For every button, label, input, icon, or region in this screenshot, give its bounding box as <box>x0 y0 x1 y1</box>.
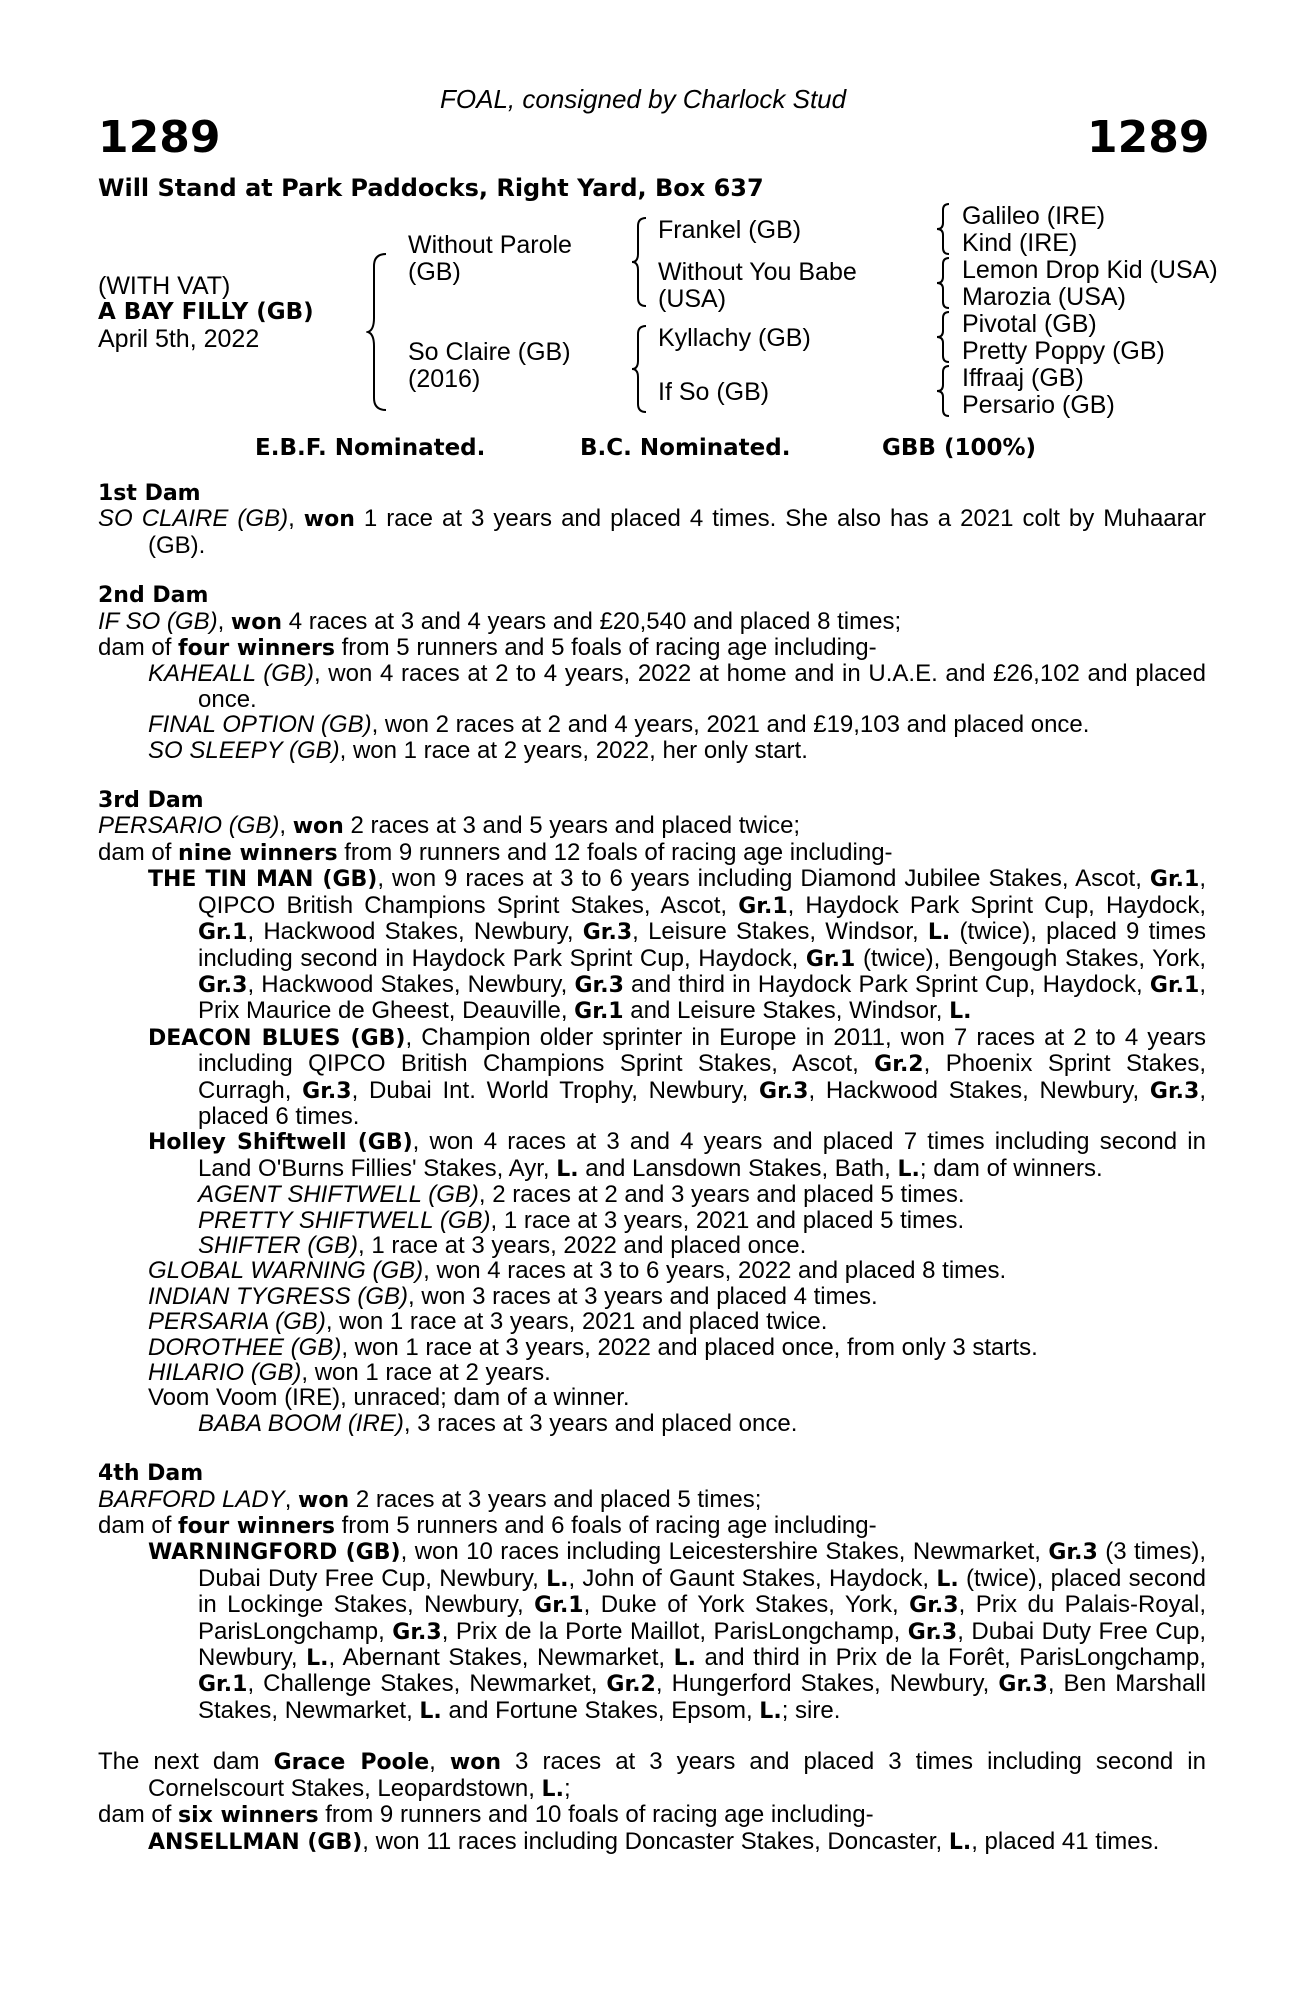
produce-sub-entry: SHIFTER (GB), 1 race at 3 years, 2022 and placed once. <box>198 1231 807 1259</box>
bc-nomination: B.C. Nominated. <box>580 435 791 461</box>
pedigree-brace-main <box>366 252 390 412</box>
gg-5: Pivotal (GB) <box>962 310 1097 338</box>
produce-entry: Voom Voom (IRE), unraced; dam of a winner. <box>148 1384 630 1412</box>
produce-entry: HILARIO (GB), won 1 race at 2 years. <box>148 1359 551 1386</box>
produce-sub-entry: BABA BOOM (IRE), 3 races at 3 years and placed once. <box>198 1409 798 1437</box>
next-dam-produce-summary: dam of six winners from 9 runners and 10 foals of racing age including- <box>98 1801 874 1829</box>
second-dam-record: IF SO (GB), won 4 races at 3 and 4 years and £20,540 and placed 8 times; <box>98 607 902 635</box>
gg-8: Persario (GB) <box>962 391 1115 419</box>
pedigree-brace-g3 <box>935 310 953 364</box>
first-dam-section <box>98 481 1206 558</box>
second-dam-section <box>98 583 1206 763</box>
second-dam-produce-summary: dam of four winners from 5 runners and 5 foals of racing age including- <box>98 634 877 662</box>
produce-sub-entry: AGENT SHIFTWELL (GB), 2 races at 2 and 3 years and placed 5 times. <box>198 1181 965 1209</box>
fourth-dam-section <box>98 1461 1206 1724</box>
subject-name: A BAY FILLY (GB) <box>98 299 314 325</box>
dam-sire: Kyllachy (GB) <box>658 324 811 352</box>
dam-year: (2016) <box>408 365 481 393</box>
gg-4: Marozia (USA) <box>962 283 1126 311</box>
consignor-line: FOAL, consigned by Charlock Stud <box>440 84 847 114</box>
third-dam-heading: 3rd Dam <box>98 788 204 814</box>
fourth-dam-heading: 4th Dam <box>98 1461 204 1487</box>
pedigree-brace-g4 <box>935 364 953 418</box>
sire-dam: Without You Babe <box>658 258 857 286</box>
gg-1: Galileo (IRE) <box>962 202 1106 230</box>
produce-sub-entry: PRETTY SHIFTWELL (GB), 1 race at 3 years, 2021 and placed 5 times. <box>198 1206 965 1234</box>
gbb-rating: GBB (100%) <box>882 435 1037 461</box>
gg-3: Lemon Drop Kid (USA) <box>962 256 1218 284</box>
fourth-dam-record: BARFORD LADY, won 2 races at 3 years and placed 5 times; <box>98 1485 762 1513</box>
dam-name: So Claire (GB) <box>408 338 571 366</box>
first-dam-heading: 1st Dam <box>98 481 201 506</box>
produce-entry: DOROTHEE (GB), won 1 race at 3 years, 2022 and placed once, from only 3 starts. <box>148 1333 1038 1361</box>
produce-entry: Holley Shiftwell (GB), won 4 races at 3 and 4 years and placed 7 times including second in Land O'Burns Fillies' Stakes, Ayr, L. and Lansdown Stakes, Bath, L.; dam of winners. <box>148 1128 1206 1182</box>
gg-6: Pretty Poppy (GB) <box>962 337 1165 365</box>
pedigree-brace-g2 <box>935 256 953 310</box>
next-dam-record: The next dam Grace Poole, won 3 races at 3 years and placed 3 times including second in Cornelscourt Stakes, Leopardstown, L.; <box>98 1748 1206 1802</box>
pedigree-brace-sire <box>630 216 650 308</box>
produce-entry: INDIAN TYGRESS (GB), won 3 races at 3 years and placed 4 times. <box>148 1282 878 1310</box>
lot-number-left: 1289 <box>98 112 221 163</box>
sire-country: (GB) <box>408 258 461 286</box>
produce-entry: ANSELLMAN (GB), won 11 races including Doncaster Stakes, Doncaster, L., placed 41 times. <box>148 1827 1160 1855</box>
subject-dob: April 5th, 2022 <box>98 325 260 353</box>
produce-entry: DEACON BLUES (GB), Champion older sprinter in Europe in 2011, won 7 races at 2 to 4 years including QIPCO British Champions Sprint Stakes, Ascot, Gr.2, Phoenix Sprint Stakes, Curragh, Gr.3, Dubai Int. World Trophy, Newbury, Gr.3, Hackwood Stakes, Newbury, Gr.3, placed 6 times. <box>148 1023 1206 1130</box>
gg-2: Kind (IRE) <box>962 229 1078 257</box>
sire-sire: Frankel (GB) <box>658 216 802 244</box>
produce-entry: PERSARIA (GB), won 1 race at 3 years, 2021 and placed twice. <box>148 1308 828 1336</box>
gg-7: Iffraaj (GB) <box>962 364 1084 392</box>
produce-entry: WARNINGFORD (GB), won 10 races including Leicestershire Stakes, Newmarket, Gr.3 (3 times), Dubai Duty Free Cup, Newbury, L., John of Gaunt Stakes, Haydock, L. (twice), placed second in Lockinge Stakes, Newbury, Gr.1, Duke of York Stakes, York, Gr.3, Prix du Palais-Royal, ParisLongchamp, Gr.3, Prix de la Porte Maillot, ParisLongchamp, Gr.3, Dubai Duty Free Cup, Newbury, L., Abernant Stakes, Newmarket, L. and third in Prix de la Forêt, ParisLongchamp, Gr.1, Challenge Stakes, Newmarket, Gr.2, Hungerford Stakes, Newbury, Gr.3, Ben Marshall Stakes, Newmarket, L. and Fortune Stakes, Epsom, L.; sire. <box>148 1538 1207 1724</box>
second-dam-heading: 2nd Dam <box>98 583 209 609</box>
catalogue-body <box>98 481 1206 1855</box>
sire-dam-country: (USA) <box>658 285 727 313</box>
produce-entry: FINAL OPTION (GB), won 2 races at 2 and 4 years, 2021 and £19,103 and placed once. <box>148 711 1090 739</box>
next-dam-section <box>98 1749 1206 1855</box>
produce-entry: THE TIN MAN (GB), won 9 races at 3 to 6 years including Diamond Jubilee Stakes, Ascot, Gr.1, QIPCO British Champions Sprint Stakes, Ascot, Gr.1, Haydock Park Sprint Cup, Haydock, Gr.1, Hackwood Stakes, Newbury, Gr.3, Leisure Stakes, Windsor, L. (twice), placed 9 times including second in Haydock Park Sprint Cup, Haydock, Gr.1 (twice), Bengough Stakes, York, Gr.3, Hackwood Stakes, Newbury, Gr.3 and third in Haydock Park Sprint Cup, Haydock, Gr.1, Prix Maurice de Gheest, Deauville, Gr.1 and Leisure Stakes, Windsor, L. <box>148 865 1206 1025</box>
vat-note: (WITH VAT) <box>98 272 231 300</box>
lot-number-right: 1289 <box>1087 112 1210 163</box>
produce-entry: GLOBAL WARNING (GB), won 4 races at 3 to 6 years, 2022 and placed 8 times. <box>148 1257 1007 1285</box>
sire-name: Without Parole <box>408 231 572 259</box>
pedigree-brace-dam <box>630 324 650 414</box>
third-dam-section <box>98 788 1206 1436</box>
dam-dam: If So (GB) <box>658 378 770 406</box>
produce-entry: SO SLEEPY (GB), won 1 race at 2 years, 2022, her only start. <box>148 736 808 764</box>
produce-entry: KAHEALL (GB), won 4 races at 2 to 4 years, 2022 at home and in U.A.E. and £26,102 and placed once. <box>148 660 1207 713</box>
fourth-dam-produce-summary: dam of four winners from 5 runners and 6 foals of racing age including- <box>98 1512 877 1540</box>
pedigree-brace-g1 <box>935 202 953 256</box>
ebf-nomination: E.B.F. Nominated. <box>255 435 486 461</box>
stand-location: Will Stand at Park Paddocks, Right Yard, Box 637 <box>98 174 764 202</box>
third-dam-record: PERSARIO (GB), won 2 races at 3 and 5 years and placed twice; <box>98 812 801 840</box>
first-dam-record: SO CLAIRE (GB), won 1 race at 3 years and placed 4 times. She also has a 2021 colt by Muhaarar (GB). <box>98 505 1206 559</box>
third-dam-produce-summary: dam of nine winners from 9 runners and 12 foals of racing age including- <box>98 838 893 866</box>
